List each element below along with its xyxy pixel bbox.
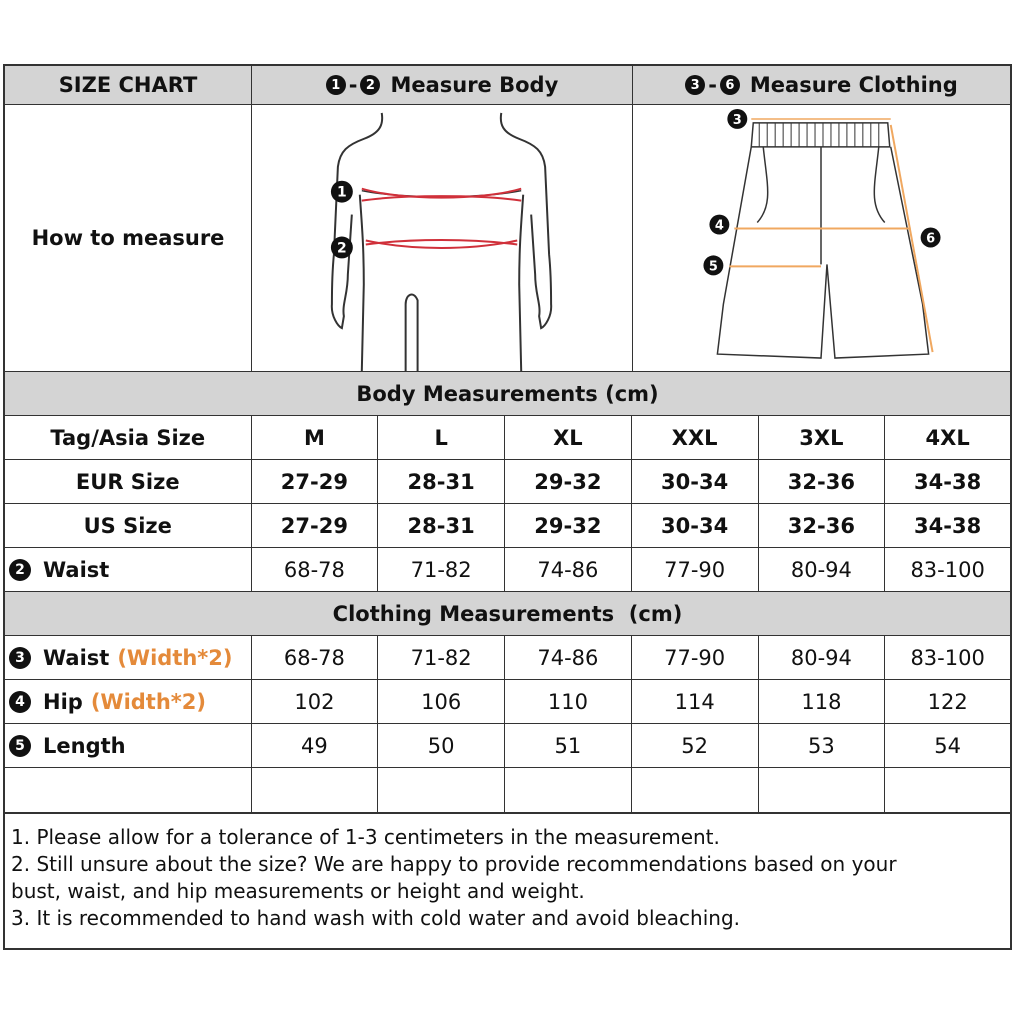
row-label-text: Hip [43, 689, 83, 714]
marker-6-icon: 6 [720, 75, 740, 95]
body-silhouette-icon [252, 105, 632, 371]
empty-cell [252, 768, 379, 812]
size-cell: M [252, 416, 379, 459]
table-cell: 29-32 [505, 460, 632, 503]
table-cell: 80-94 [759, 548, 886, 591]
body-figure-cell [252, 105, 633, 371]
table-cell: 32-36 [759, 504, 886, 547]
table-cell: 74-86 [505, 636, 632, 679]
table-cell: 51 [505, 724, 632, 767]
table-cell: 83-100 [910, 645, 985, 670]
clothing-section-row [5, 592, 1010, 636]
measure-body-header [252, 66, 633, 104]
table-cell: 110 [505, 680, 632, 723]
table-cell: 50 [378, 724, 505, 767]
marker-3-icon: 3 [9, 647, 31, 669]
table-cell: 28-31 [378, 460, 505, 503]
body-section-title: Body Measurements (cm) [356, 381, 659, 406]
size-chart-table [3, 64, 1012, 814]
row-label-text: Length [43, 733, 126, 758]
measure-clothing-header [633, 66, 1010, 104]
empty-cell [759, 768, 886, 812]
size-cell: 4XL [925, 425, 970, 450]
table-cell: 77-90 [632, 636, 759, 679]
row-label: Tag/Asia Size [5, 416, 252, 459]
width-note: (Width*2) [117, 645, 233, 670]
table-cell: 27-29 [252, 460, 379, 503]
clothing-section-title: Clothing Measurements (cm) [332, 601, 683, 626]
table-cell: 118 [759, 680, 886, 723]
row-label [5, 724, 252, 767]
table-cell: 71-82 [378, 636, 505, 679]
empty-cell [5, 768, 252, 812]
table-cell: 34-38 [914, 469, 982, 494]
table-cell: 52 [632, 724, 759, 767]
table-cell: 114 [632, 680, 759, 723]
size-cell: L [378, 416, 505, 459]
table-cell: 77-90 [632, 548, 759, 591]
marker-2-icon: 2 [9, 559, 31, 581]
row-label-text: Waist [43, 557, 110, 582]
row-label [5, 680, 252, 723]
table-row-empty [5, 768, 1010, 812]
table-row-us [5, 504, 1010, 548]
table-cell: 30-34 [632, 504, 759, 547]
how-to-measure-row [5, 105, 1010, 372]
table-row-hip [5, 680, 1010, 724]
cloth-marker-6: 6 [926, 231, 936, 247]
marker-5-icon: 5 [9, 735, 31, 757]
body-section-row [5, 372, 1010, 416]
measure-body-label: Measure Body [390, 73, 559, 97]
dash: - [708, 73, 717, 97]
table-cell: 32-36 [759, 460, 886, 503]
body-marker-1: 1 [337, 184, 347, 201]
table-cell: 49 [252, 724, 379, 767]
body-marker-2: 2 [337, 240, 347, 257]
table-row-sizes [5, 416, 1010, 460]
empty-cell [378, 768, 505, 812]
empty-cell [885, 768, 1010, 812]
size-cell: XL [505, 416, 632, 459]
table-row-eur [5, 460, 1010, 504]
size-cell: 3XL [759, 416, 886, 459]
dash: - [348, 73, 358, 97]
measure-clothing-label: Measure Clothing [749, 73, 958, 97]
table-cell: 122 [927, 689, 968, 714]
table-cell: 83-100 [910, 557, 985, 582]
table-cell: 102 [252, 680, 379, 723]
marker-4-icon: 4 [9, 691, 31, 713]
note-line: 3. It is recommended to hand wash with cold water and avoid bleaching. [11, 906, 741, 930]
table-cell: 106 [378, 680, 505, 723]
table-cell: 68-78 [252, 548, 379, 591]
shorts-diagram-icon [633, 105, 1010, 371]
row-label: EUR Size [5, 460, 252, 503]
table-cell: 74-86 [505, 548, 632, 591]
row-label: US Size [5, 504, 252, 547]
table-cell: 71-82 [378, 548, 505, 591]
table-row-body-waist [5, 548, 1010, 592]
row-label [5, 636, 252, 679]
table-cell: 54 [934, 733, 961, 758]
marker-3-icon: 3 [685, 75, 705, 95]
table-row-cloth-waist [5, 636, 1010, 680]
how-to-measure-label: How to measure [5, 105, 252, 371]
table-row-length [5, 724, 1010, 768]
cloth-marker-4: 4 [714, 218, 724, 234]
table-cell: 29-32 [505, 504, 632, 547]
clothing-figure-cell [633, 105, 1010, 371]
empty-cell [632, 768, 759, 812]
row-label [5, 548, 252, 591]
cloth-marker-3: 3 [732, 112, 742, 128]
header-row [5, 66, 1010, 105]
marker-2-icon: 2 [360, 75, 380, 95]
cloth-marker-5: 5 [708, 259, 718, 275]
width-note: (Width*2) [90, 689, 206, 714]
empty-cell [505, 768, 632, 812]
table-cell: 53 [759, 724, 886, 767]
note-line: 2. Still unsure about the size? We are happy to provide recommendations based on your [11, 852, 897, 876]
table-cell: 27-29 [252, 504, 379, 547]
care-notes [3, 808, 1012, 950]
size-cell: XXL [632, 416, 759, 459]
marker-1-icon: 1 [326, 75, 346, 95]
table-cell: 30-34 [632, 460, 759, 503]
table-cell: 28-31 [378, 504, 505, 547]
note-line: bust, waist, and hip measurements or height and weight. [11, 879, 585, 903]
size-chart-title: SIZE CHART [5, 66, 252, 104]
table-cell: 68-78 [252, 636, 379, 679]
table-cell: 80-94 [759, 636, 886, 679]
note-line: 1. Please allow for a tolerance of 1-3 centimeters in the measurement. [11, 825, 720, 849]
table-cell: 34-38 [914, 513, 982, 538]
row-label-text: Waist [43, 645, 110, 670]
